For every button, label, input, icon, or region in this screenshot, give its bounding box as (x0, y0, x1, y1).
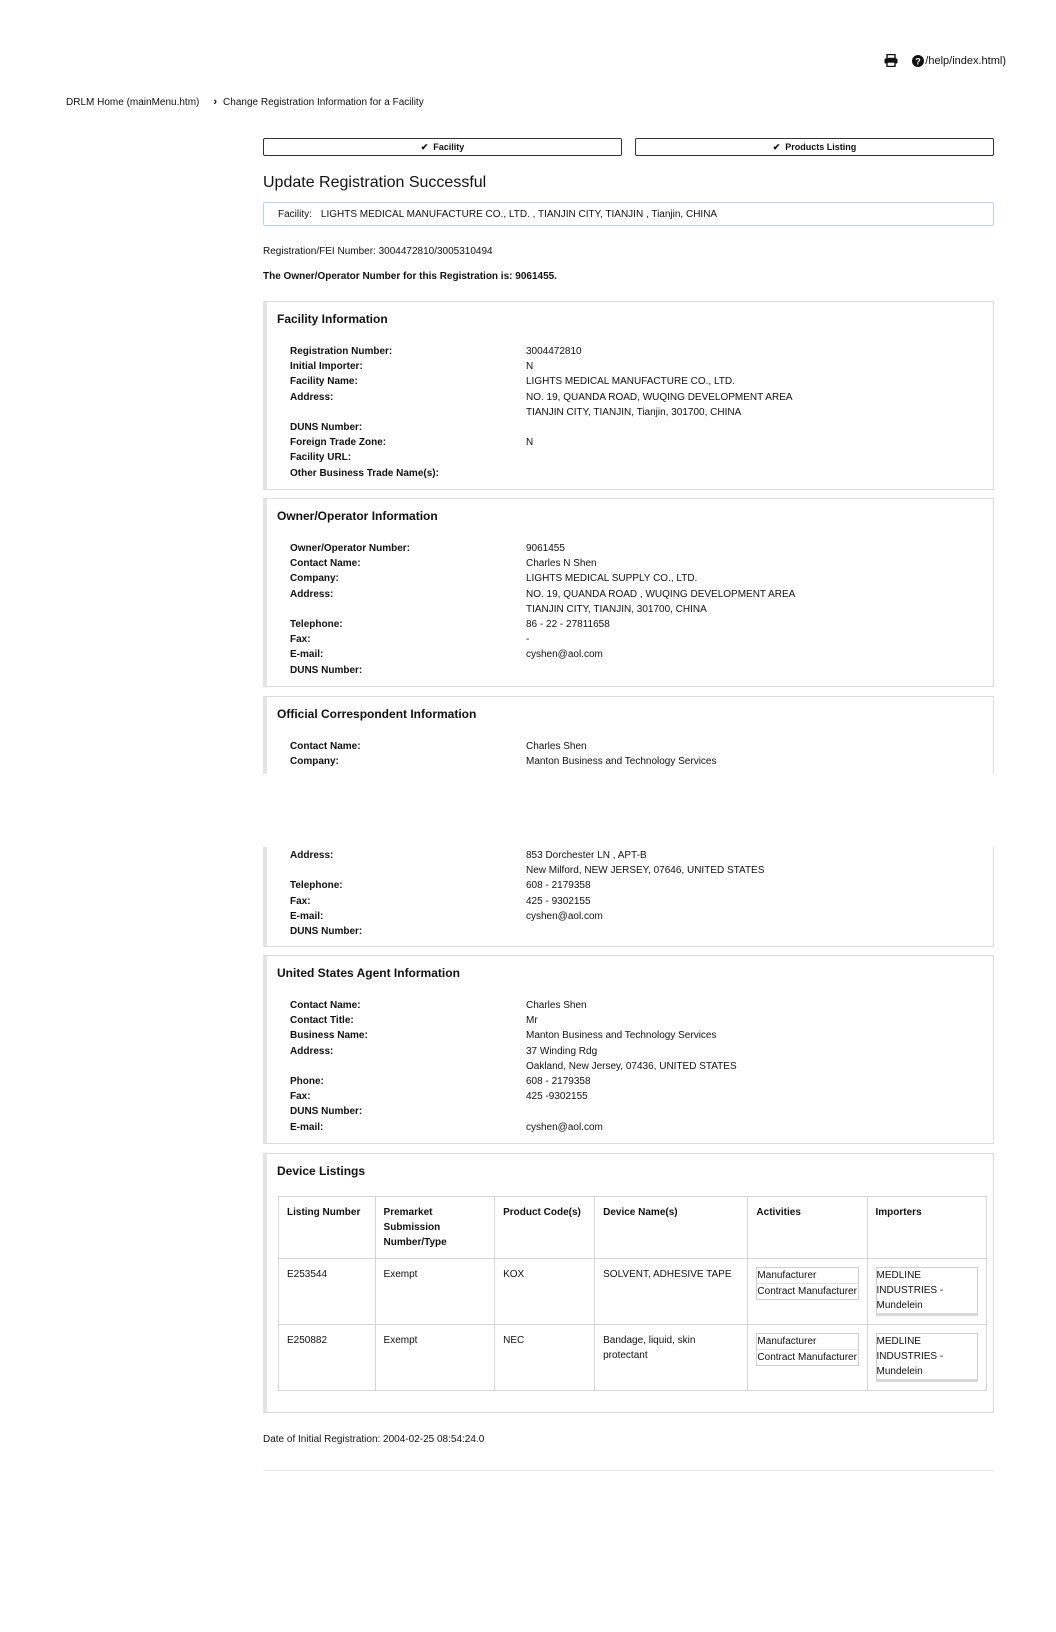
activities-cell (748, 1259, 867, 1325)
facility-information-panel (263, 301, 994, 490)
info-row (290, 1028, 980, 1043)
divider (263, 1470, 994, 1471)
facility-summary-value: LIGHTS MEDICAL MANUFACTURE CO., LTD. , TIANJIN CITY, TIANJIN , Tianjin, CHINA (320, 208, 718, 220)
info-label: Contact Name: (290, 1000, 361, 1011)
info-row (290, 1044, 980, 1059)
info-label: Address: (290, 850, 334, 861)
info-value: 3004472810 (526, 346, 582, 357)
info-row (290, 998, 980, 1013)
info-label: Company: (290, 756, 339, 768)
info-row (290, 587, 980, 602)
info-row (290, 848, 980, 863)
info-value: N (526, 361, 534, 373)
wizard-tabs (263, 138, 994, 156)
panel-title: United States Agent Information (277, 966, 460, 980)
tab-products-listing[interactable] (635, 138, 994, 156)
importers-cell (867, 1259, 986, 1325)
device-listings-panel (263, 1153, 994, 1413)
panel-title: Facility Information (277, 312, 388, 326)
info-label (290, 863, 526, 878)
premarket-cell: Exempt (375, 1325, 495, 1391)
info-label: Initial Importer: (290, 361, 363, 373)
breadcrumb-current: Change Registration Information for a Facility (223, 96, 424, 108)
info-label: E-mail: (290, 649, 324, 661)
help-link[interactable] (912, 55, 1006, 67)
info-row (290, 571, 980, 586)
info-label (290, 602, 526, 617)
listing-number-cell: E250882 (279, 1325, 376, 1391)
question-circle-icon (912, 55, 924, 67)
info-label: Contact Title: (290, 1015, 354, 1027)
info-label: Other Business Trade Name(s): (290, 467, 439, 479)
official-correspondent-panel-continued (263, 847, 994, 947)
activity-item: Contract Manufacturer (757, 1349, 857, 1365)
premarket-cell: Exempt (375, 1259, 495, 1325)
importers-cell (867, 1325, 986, 1391)
info-row (290, 647, 980, 662)
activities-list (756, 1267, 858, 1300)
check-icon: ✔ (420, 141, 429, 152)
importer-item: MEDLINE INDUSTRIES - Mundelein (876, 1333, 978, 1382)
info-value: 425 -9302155 (526, 1091, 588, 1103)
activities-list (756, 1333, 858, 1366)
info-value (526, 1104, 980, 1119)
info-value: 608 - 2179358 (526, 1076, 591, 1088)
info-row (290, 1120, 980, 1135)
top-toolbar (884, 54, 1006, 67)
info-row (290, 390, 980, 405)
info-label: Company: (290, 573, 339, 585)
info-label: DUNS Number: (290, 926, 363, 938)
info-row (290, 435, 980, 450)
breadcrumb-home-link[interactable]: DRLM Home (mainMenu.htm) (66, 96, 200, 108)
table-row (279, 1325, 987, 1391)
info-value: New Milford, NEW JERSEY, 07646, UNITED STATES (526, 865, 765, 877)
info-row (290, 663, 980, 678)
info-value: LIGHTS MEDICAL MANUFACTURE CO., LTD. (526, 376, 735, 388)
table-row (279, 1259, 987, 1325)
info-row (290, 1074, 980, 1089)
info-value: 425 - 9302155 (526, 895, 591, 907)
info-value: Manton Business and Technology Services (526, 756, 717, 768)
owner-operator-panel (263, 498, 994, 687)
us-agent-panel (263, 955, 994, 1144)
info-row (290, 344, 980, 359)
info-value: 853 Dorchester LN , APT-B (526, 850, 647, 861)
info-label: Facility Name: (290, 376, 358, 388)
info-value: cyshen@aol.com (526, 910, 603, 922)
info-row (290, 878, 980, 893)
info-label: E-mail: (290, 910, 324, 922)
info-value: cyshen@aol.com (526, 649, 603, 661)
panel-title: Owner/Operator Information (277, 509, 438, 523)
info-row (290, 541, 980, 556)
product-code-cell: KOX (495, 1259, 595, 1325)
info-label: DUNS Number: (290, 422, 363, 434)
device-name-cell: Bandage, liquid, skin protectant (595, 1325, 748, 1391)
activity-item: Manufacturer (757, 1336, 817, 1347)
owner-operator-statement: The Owner/Operator Number for this Registration is: 9061455. (263, 271, 557, 282)
info-value (526, 663, 980, 678)
info-label: Address: (290, 1045, 334, 1057)
info-value: Charles N Shen (526, 558, 597, 570)
column-header: Device Name(s) (595, 1197, 748, 1259)
check-icon: ✔ (772, 141, 781, 152)
activities-cell (748, 1325, 867, 1391)
column-header: Activities (748, 1197, 867, 1259)
official-correspondent-panel (263, 696, 994, 774)
info-row (290, 420, 980, 435)
tab-facility-label: Facility (433, 142, 465, 152)
info-value (526, 466, 980, 481)
info-label: DUNS Number: (290, 664, 363, 676)
info-value: LIGHTS MEDICAL SUPPLY CO., LTD. (526, 573, 698, 585)
info-row (290, 924, 980, 939)
info-value: 37 Winding Rdg (526, 1045, 598, 1057)
info-row (290, 632, 980, 647)
info-row (290, 1104, 980, 1119)
info-value: Manton Business and Technology Services (526, 1030, 717, 1042)
tab-facility[interactable] (263, 138, 622, 156)
info-value: Mr (526, 1015, 538, 1027)
column-header: Premarket Submission Number/Type (375, 1197, 495, 1259)
info-label: Fax: (290, 1091, 311, 1103)
info-value: Charles Shen (526, 1000, 587, 1011)
info-value: 608 - 2179358 (526, 880, 591, 892)
info-label: Contact Name: (290, 741, 361, 752)
info-row (290, 1059, 980, 1074)
info-value: TIANJIN CITY, TIANJIN, 301700, CHINA (526, 603, 707, 615)
info-value: N (526, 437, 534, 449)
info-label: Foreign Trade Zone: (290, 437, 387, 449)
column-header: Importers (867, 1197, 986, 1259)
info-row (290, 617, 980, 632)
column-header: Listing Number (279, 1197, 376, 1259)
info-value: Oakland, New Jersey, 07436, UNITED STATES (526, 1060, 737, 1072)
tab-products-label: Products Listing (785, 142, 857, 152)
listing-number-cell: E253544 (279, 1259, 376, 1325)
facility-summary-label: Facility: (278, 208, 312, 220)
info-value (526, 924, 980, 939)
panel-title: Device Listings (277, 1164, 366, 1178)
panel-title: Official Correspondent Information (277, 707, 477, 721)
device-name-cell: SOLVENT, ADHESIVE TAPE (595, 1259, 748, 1325)
activity-item: Contract Manufacturer (757, 1283, 857, 1299)
info-row (290, 374, 980, 389)
info-value: - (526, 634, 530, 646)
activity-item: Manufacturer (757, 1270, 817, 1281)
column-header: Product Code(s) (495, 1197, 595, 1259)
registration-fei-number: Registration/FEI Number: 3004472810/3005310494 (263, 246, 493, 257)
info-value: 86 - 22 - 27811658 (526, 619, 610, 631)
info-label (290, 405, 526, 420)
info-row (290, 754, 980, 769)
info-label: Business Name: (290, 1030, 368, 1042)
info-label: Fax: (290, 634, 311, 646)
info-row (290, 602, 980, 617)
info-row (290, 450, 980, 465)
info-label: Contact Name: (290, 558, 361, 570)
device-listings-table (278, 1196, 987, 1391)
info-value: 9061455 (526, 543, 565, 554)
info-value: TIANJIN CITY, TIANJIN, Tianjin, 301700, CHINA (526, 406, 742, 418)
info-label: E-mail: (290, 1121, 324, 1133)
table-header-row (279, 1197, 987, 1259)
info-row (290, 359, 980, 374)
svg-text:?: ? (915, 55, 922, 66)
info-label: Facility URL: (290, 452, 352, 464)
info-row (290, 405, 980, 420)
info-label: DUNS Number: (290, 1106, 363, 1118)
info-row (290, 739, 980, 754)
info-label: Address: (290, 391, 334, 403)
info-row (290, 556, 980, 571)
info-value: Charles Shen (526, 741, 587, 752)
info-label: Phone: (290, 1076, 324, 1088)
date-of-initial-registration: Date of Initial Registration: 2004-02-25 08:54:24.0 (263, 1434, 485, 1445)
info-value: NO. 19, QUANDA ROAD, WUQING DEVELOPMENT AREA (526, 391, 793, 403)
info-row (290, 909, 980, 924)
info-row (290, 1089, 980, 1104)
info-label: Fax: (290, 895, 311, 907)
info-label: Owner/Operator Number: (290, 543, 411, 554)
info-row (290, 863, 980, 878)
info-label (290, 1059, 526, 1074)
info-row (290, 894, 980, 909)
info-value: NO. 19, QUANDA ROAD , WUQING DEVELOPMENT AREA (526, 588, 796, 600)
printer-icon[interactable] (884, 54, 898, 67)
info-value: cyshen@aol.com (526, 1121, 603, 1133)
product-code-cell: NEC (495, 1325, 595, 1391)
page-title: Update Registration Successful (263, 174, 487, 191)
facility-summary (263, 202, 994, 226)
chevron-right-icon: › (213, 96, 218, 108)
info-label: Registration Number: (290, 346, 393, 357)
info-value (526, 420, 980, 435)
info-row (290, 466, 980, 481)
importer-item: MEDLINE INDUSTRIES - Mundelein (876, 1267, 978, 1316)
breadcrumb (66, 96, 424, 108)
info-label: Telephone: (290, 880, 343, 892)
info-label: Telephone: (290, 619, 343, 631)
info-row (290, 1013, 980, 1028)
help-link-text: /help/index.html) (925, 54, 1006, 67)
info-value (526, 450, 980, 465)
info-label: Address: (290, 588, 334, 600)
